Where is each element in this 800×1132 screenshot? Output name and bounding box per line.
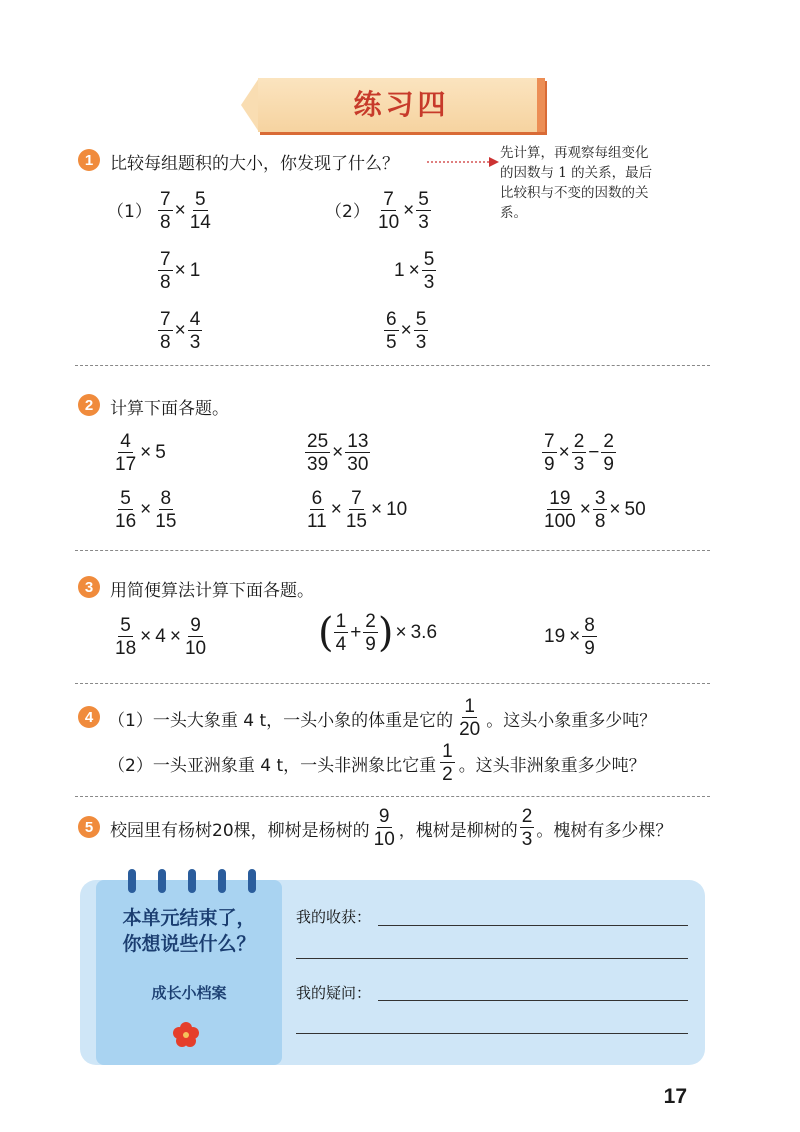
gain-input-line-2[interactable] [296, 958, 688, 959]
fraction: $\frac{6}{5}$ [386, 309, 397, 353]
fraction: $\frac{1}{2}$ [442, 741, 453, 785]
title-banner-tip [241, 78, 259, 132]
fraction: $\frac{8}{9}$ [584, 615, 595, 659]
fraction: $\frac{19}{100}$ [544, 488, 576, 532]
fraction: $\frac{7}{9}$ [544, 431, 555, 475]
fraction: $\frac{1}{4}$ [335, 611, 347, 655]
fraction: $\frac{13}{30}$ [347, 431, 369, 475]
question-badge-1: 1 [78, 149, 100, 171]
growth-note-title: 本单元结束了， 你想说些什么？ [122, 907, 256, 955]
fraction: $\frac{2}{9}$ [365, 611, 376, 655]
q1-part2-label: （2） [325, 202, 370, 222]
divider [75, 683, 710, 684]
hint-arrow-icon [425, 155, 500, 169]
q4-part1: （1）一头大象重 4 t，一头小象的体重是它的 $\frac{1}{20}$ 。这头小象重多少吨？ [108, 696, 657, 740]
page-number: 17 [663, 1085, 687, 1108]
q2-expr-5: $\frac{6}{11}$ × $\frac{7}{15}$ × 10 [307, 488, 408, 532]
q1-g1-expr-2: $\frac{7}{8}$ × 1 [160, 249, 201, 293]
ring-icon [188, 869, 196, 893]
q2-prompt: 计算下面各题。 [110, 399, 229, 419]
q3-expr-1: $\frac{5}{18}$ × 4 × $\frac{9}{10}$ [115, 615, 207, 659]
fraction: $\frac{6}{11}$ [307, 488, 327, 532]
q1-g2-expr-3: $\frac{6}{5}$ × $\frac{5}{3}$ [386, 309, 427, 353]
q1-g2-expr-1: $\frac{7}{10}$ × $\frac{5}{3}$ [378, 189, 429, 233]
q1-g1-expr-3: $\frac{7}{8}$ × $\frac{4}{3}$ [160, 309, 201, 353]
fraction: $\frac{9}{10}$ [184, 615, 207, 659]
growth-note-subtitle: 成长小档案 [151, 984, 227, 1002]
fraction: $\frac{4}{17}$ [115, 431, 137, 475]
fraction: $\frac{1}{20}$ [459, 696, 481, 740]
question-badge-5: 5 [78, 816, 100, 838]
fraction: $\frac{2}{3}$ [521, 806, 533, 850]
fraction: $\frac{5}{14}$ [189, 189, 211, 233]
q4-part2: （2）一头亚洲象重 4 t，一头非洲象比它重 $\frac{1}{2}$ 。这头非洲象重多少吨？ [108, 741, 646, 785]
fraction: $\frac{7}{15}$ [345, 488, 367, 532]
fraction: $\frac{2}{9}$ [603, 431, 614, 475]
question-input-line-1[interactable] [378, 1000, 688, 1001]
fraction: $\frac{9}{10}$ [373, 806, 395, 850]
q1-g2-expr-2: 1 × $\frac{5}{3}$ [394, 249, 435, 293]
question-label: 我的疑问： [296, 984, 372, 1002]
divider [75, 550, 710, 551]
fraction: $\frac{7}{8}$ [160, 189, 171, 233]
q3-expr-3: 19 × $\frac{8}{9}$ [544, 615, 595, 659]
q1-part1-label: （1） [107, 202, 152, 222]
divider [75, 796, 710, 797]
q2-expr-1: $\frac{4}{17}$ × 5 [115, 431, 166, 475]
q1-hint: 先计算，再观察每组变化的因数与 1 的关系，最后比较积与不变的因数的关系。 [500, 145, 653, 221]
gain-input-line-1[interactable] [378, 925, 688, 926]
fraction: $\frac{25}{39}$ [307, 431, 329, 475]
fraction: $\frac{7}{10}$ [378, 189, 400, 233]
q1-g1-expr-1: $\frac{7}{8}$ × $\frac{5}{14}$ [160, 189, 211, 233]
question-badge-2: 2 [78, 394, 100, 416]
q3-expr-2: ( $\frac{1}{4}$ + $\frac{2}{9}$ ) × 3.6 [318, 610, 438, 656]
gain-label: 我的收获： [296, 908, 372, 926]
ring-icon [218, 869, 226, 893]
ring-icon [128, 869, 136, 893]
fraction: $\frac{5}{18}$ [115, 615, 137, 659]
fraction: $\frac{8}{15}$ [155, 488, 177, 532]
question-badge-3: 3 [78, 576, 100, 598]
fraction: $\frac{7}{8}$ [160, 249, 171, 293]
fraction: $\frac{5}{3}$ [415, 309, 427, 353]
flower-icon [173, 1022, 199, 1048]
ring-icon [158, 869, 166, 893]
page-title: 练习四 [353, 88, 450, 121]
fraction: $\frac{5}{3}$ [423, 249, 435, 293]
q2-expr-4: $\frac{5}{16}$ × $\frac{8}{15}$ [115, 488, 177, 532]
q2-expr-2: $\frac{25}{39}$ × $\frac{13}{30}$ [307, 431, 369, 475]
divider [75, 365, 710, 366]
question-input-line-2[interactable] [296, 1033, 688, 1034]
notebook-rings [128, 869, 256, 893]
q1-prompt: 比较每组题积的大小，你发现了什么？ [110, 154, 399, 174]
question-badge-4: 4 [78, 706, 100, 728]
q5-text: 校园里有杨树20棵，柳树是杨树的 $\frac{9}{10}$ ，槐树是柳树的 $\frac{2}{3}$ 。槐树有多少棵？ [110, 806, 673, 850]
fraction: $\frac{5}{16}$ [115, 488, 137, 532]
fraction: $\frac{2}{3}$ [573, 431, 585, 475]
fraction: $\frac{5}{3}$ [418, 189, 429, 233]
fraction: $\frac{7}{8}$ [160, 309, 171, 353]
fraction: $\frac{4}{3}$ [189, 309, 201, 353]
q2-expr-6: $\frac{19}{100}$ × $\frac{3}{8}$ × 50 [544, 488, 646, 532]
q2-expr-3: $\frac{7}{9}$ × $\frac{2}{3}$ − $\frac{2}{9}$ [544, 431, 614, 475]
q3-prompt: 用简便算法计算下面各题。 [110, 581, 314, 601]
ring-icon [248, 869, 256, 893]
fraction: $\frac{3}{8}$ [594, 488, 606, 532]
